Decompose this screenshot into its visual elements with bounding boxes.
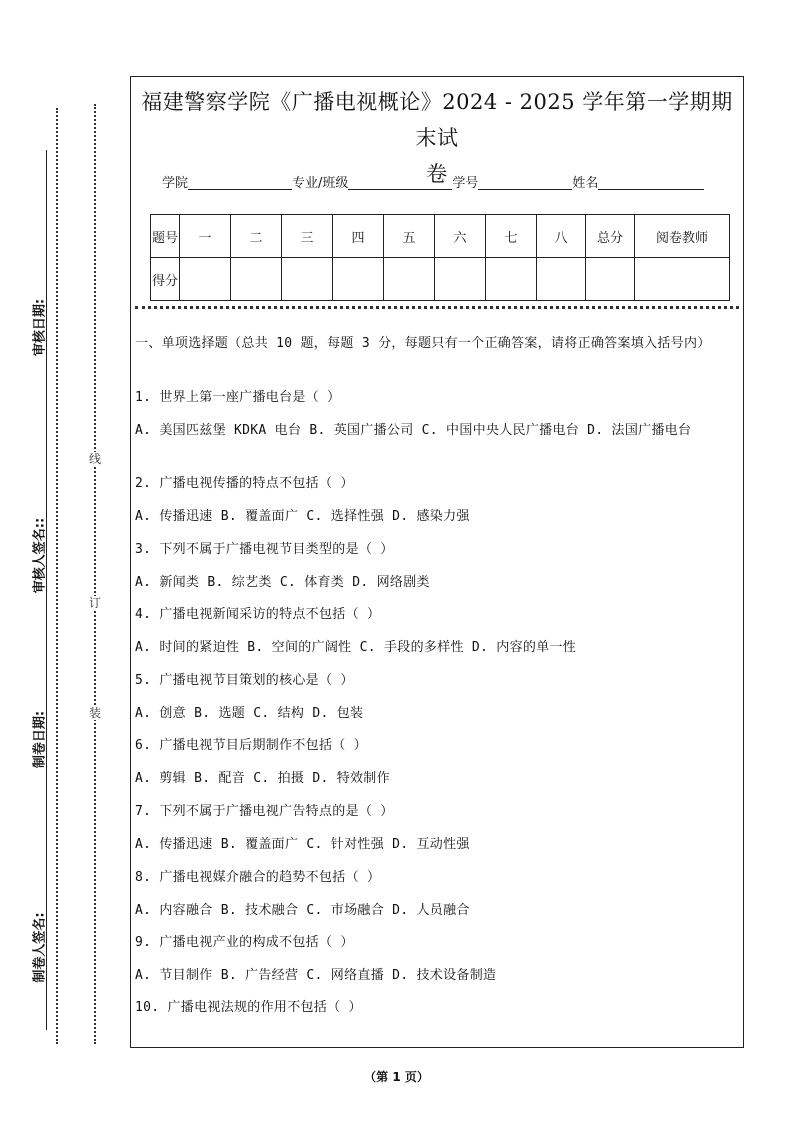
header-separator bbox=[135, 306, 739, 309]
score-header-cell: 一 bbox=[180, 215, 231, 258]
score-header-cell: 五 bbox=[384, 215, 435, 258]
maker-date-label: 制卷日期: bbox=[32, 710, 48, 769]
score-cell[interactable] bbox=[282, 258, 333, 301]
page-footer: （第 1 页） bbox=[364, 1070, 429, 1084]
options-8: A. 内容融合 B. 技术融合 C. 市场融合 D. 人员融合 bbox=[135, 903, 470, 918]
maker-sign-label: 制卷人签名: bbox=[32, 912, 48, 983]
score-header-cell: 总分 bbox=[586, 215, 635, 258]
binding-dotted-line-outer bbox=[94, 104, 96, 1044]
seal-char-bind: 装 bbox=[88, 706, 101, 720]
exam-title-line1: 福建警察学院《广播电视概论》2024 - 2025 学年第一学期期末试 bbox=[141, 90, 733, 150]
score-table-score-row bbox=[151, 258, 730, 301]
score-row-label: 得分 bbox=[151, 258, 180, 301]
score-cell[interactable] bbox=[231, 258, 282, 301]
exam-title-line2: 卷 bbox=[426, 162, 448, 186]
options-5: A. 创意 B. 选题 C. 结构 D. 包装 bbox=[135, 706, 364, 721]
options-2: A. 传播迅速 B. 覆盖面广 C. 选择性强 D. 感染力强 bbox=[135, 509, 470, 524]
score-header-cell: 六 bbox=[435, 215, 486, 258]
score-header-cell: 二 bbox=[231, 215, 282, 258]
question-10: 10. 广播电视法规的作用不包括（ ） bbox=[135, 1000, 362, 1015]
score-cell[interactable] bbox=[586, 258, 635, 301]
field-college-label: 学院 bbox=[162, 176, 189, 191]
field-college-blank[interactable] bbox=[188, 175, 292, 190]
question-1: 1. 世界上第一座广播电台是（ ） bbox=[135, 390, 341, 405]
score-cell[interactable] bbox=[333, 258, 384, 301]
field-major-blank[interactable] bbox=[348, 175, 452, 190]
score-header-cell: 题号 bbox=[151, 215, 180, 258]
score-header-cell: 四 bbox=[333, 215, 384, 258]
section-heading: 一、单项选择题（总共 10 题，每题 3 分，每题只有一个正确答案，请将正确答案填入括号内） bbox=[135, 336, 711, 351]
auditor-sign-label: 审核人签名:: bbox=[32, 517, 48, 594]
student-info-row bbox=[162, 172, 704, 191]
question-7: 7. 下列不属于广播电视广告特点的是（ ） bbox=[135, 804, 394, 819]
score-cell[interactable] bbox=[537, 258, 586, 301]
options-7: A. 传播迅速 B. 覆盖面广 C. 针对性强 D. 互动性强 bbox=[135, 837, 470, 852]
score-header-cell: 七 bbox=[486, 215, 537, 258]
question-6: 6. 广播电视节目后期制作不包括（ ） bbox=[135, 738, 368, 753]
score-table bbox=[150, 214, 730, 301]
score-header-cell: 阅卷教师 bbox=[635, 215, 730, 258]
score-cell[interactable] bbox=[635, 258, 730, 301]
score-cell[interactable] bbox=[486, 258, 537, 301]
question-9: 9. 广播电视产业的构成不包括（ ） bbox=[135, 935, 354, 950]
field-major-label: 专业/班级 bbox=[292, 176, 349, 191]
score-header-cell: 八 bbox=[537, 215, 586, 258]
seal-char-line: 线 bbox=[88, 452, 101, 466]
options-6: A. 剪辑 B. 配音 C. 拍摄 D. 特效制作 bbox=[135, 771, 390, 786]
question-4: 4. 广播电视新闻采访的特点不包括（ ） bbox=[135, 607, 381, 622]
score-cell[interactable] bbox=[180, 258, 231, 301]
field-name-blank[interactable] bbox=[598, 175, 704, 190]
question-8: 8. 广播电视媒介融合的趋势不包括（ ） bbox=[135, 870, 381, 885]
options-1: A. 美国匹兹堡 KDKA 电台 B. 英国广播公司 C. 中国中央人民广播电台 D. 法国广播电台 bbox=[135, 423, 692, 438]
audit-date-label: 审核日期: bbox=[32, 298, 48, 357]
binding-dotted-line-inner bbox=[56, 108, 58, 1044]
question-3: 3. 下列不属于广播电视节目类型的是（ ） bbox=[135, 542, 394, 557]
options-3: A. 新闻类 B. 综艺类 C. 体育类 D. 网络剧类 bbox=[135, 575, 430, 590]
score-table-header-row bbox=[151, 215, 730, 258]
score-header-cell: 三 bbox=[282, 215, 333, 258]
field-id-blank[interactable] bbox=[478, 175, 572, 190]
seal-char-order: 订 bbox=[88, 596, 101, 610]
score-cell[interactable] bbox=[384, 258, 435, 301]
score-cell[interactable] bbox=[435, 258, 486, 301]
options-4: A. 时间的紧迫性 B. 空间的广阔性 C. 手段的多样性 D. 内容的单一性 bbox=[135, 640, 577, 655]
field-id-label: 学号 bbox=[452, 176, 479, 191]
options-9: A. 节目制作 B. 广告经营 C. 网络直播 D. 技术设备制造 bbox=[135, 968, 497, 983]
field-name-label: 姓名 bbox=[572, 176, 599, 191]
question-5: 5. 广播电视节目策划的核心是（ ） bbox=[135, 673, 354, 688]
question-2: 2. 广播电视传播的特点不包括（ ） bbox=[135, 476, 354, 491]
